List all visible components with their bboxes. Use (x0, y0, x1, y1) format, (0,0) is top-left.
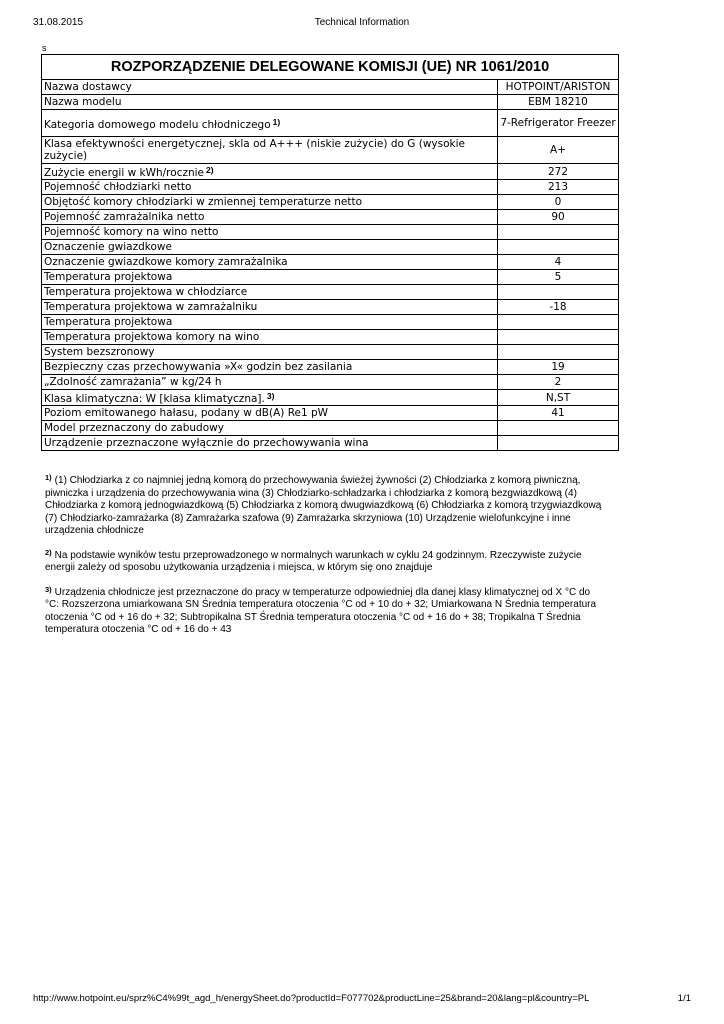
row-label (42, 421, 498, 436)
row-label (42, 180, 498, 195)
row-label-text: Oznaczenie gwiazdkowe komory zamrażalnika (44, 256, 288, 268)
row-label (42, 390, 498, 406)
table-row (42, 360, 619, 375)
row-value: 19 (498, 360, 619, 375)
page-header-title: Technical Information (314, 17, 410, 28)
page-number: 1/1 (677, 993, 691, 1004)
print-date: 31.08.2015 (33, 17, 84, 28)
footnote-mark: 1) (45, 473, 52, 482)
row-label (42, 255, 498, 270)
row-label (42, 270, 498, 285)
row-label-text: Bezpieczny czas przechowywania »X« godzin bez zasilania (44, 361, 353, 373)
row-label-text: Poziom emitowanego hałasu, podany w dB(A) Re1 pW (44, 407, 329, 419)
section-marker: s (42, 43, 47, 53)
footnote (45, 547, 605, 575)
row-value: 0 (498, 195, 619, 210)
footnote-ref: 3) (266, 391, 275, 401)
table-row (42, 195, 619, 210)
footnote (45, 472, 605, 538)
table-row (42, 390, 619, 406)
table-row (42, 80, 619, 95)
row-value: 2 (498, 375, 619, 390)
table-row (42, 406, 619, 421)
table-row (42, 180, 619, 195)
row-label (42, 315, 498, 330)
row-label-text: System bezszronowy (44, 346, 155, 358)
row-label (42, 240, 498, 255)
table-row (42, 300, 619, 315)
row-label-text: Temperatura projektowa (44, 316, 173, 328)
row-value (498, 436, 619, 451)
row-label-text: Oznaczenie gwiazdkowe (44, 241, 172, 253)
row-label (42, 164, 498, 180)
row-label (42, 137, 498, 164)
row-value: 4 (498, 255, 619, 270)
row-value (498, 345, 619, 360)
table-row (42, 240, 619, 255)
table-row (42, 164, 619, 180)
row-value: 90 (498, 210, 619, 225)
row-label-text: Nazwa dostawcy (44, 81, 132, 93)
row-value (498, 240, 619, 255)
table-row (42, 315, 619, 330)
row-label-text: Klasa klimatyczna: W [klasa klimatyczna]. (44, 393, 265, 405)
table-row (42, 210, 619, 225)
footnote-mark: 2) (45, 547, 52, 557)
row-value: 272 (498, 164, 619, 180)
row-label (42, 95, 498, 110)
row-label-text: Temperatura projektowa w zamrażalniku (44, 301, 258, 313)
footnote-text: Na podstawie wyników testu przeprowadzonego w normalnych warunkach w cyklu 24 godzinnym. Rzeczywiste zużycie energii zależy od sposobu użytkowania urządzenia i miejsca, w którym się ono znajduje (45, 549, 582, 573)
row-label (42, 375, 498, 390)
table-body (42, 80, 619, 451)
row-value: 41 (498, 406, 619, 421)
row-label-text: Kategoria domowego modelu chłodniczego (44, 118, 271, 131)
table-row (42, 95, 619, 110)
footnote-mark: 3) (45, 584, 52, 594)
footnote (45, 584, 605, 637)
row-value (498, 225, 619, 240)
footnotes (45, 472, 605, 646)
footnote-ref: 1) (272, 116, 281, 127)
row-value: -18 (498, 300, 619, 315)
row-label (42, 285, 498, 300)
row-value: 7-Refrigerator Freezer (498, 110, 619, 137)
row-label (42, 406, 498, 421)
table-row (42, 255, 619, 270)
row-label (42, 195, 498, 210)
row-label-text: Zużycie energii w kWh/rocznie (44, 167, 205, 179)
table-row (42, 345, 619, 360)
row-label-text: Model przeznaczony do zabudowy (44, 422, 224, 434)
row-label-text: Nazwa modelu (44, 96, 122, 108)
row-label-text: Klasa efektywności energetycznej, skla od A+++ (niskie zużycie) do G (wysokie zużycie) (44, 138, 465, 162)
footnote-text: Urządzenia chłodnicze jest przeznaczone do pracy w temperaturze odpowiedniej dla danej klasy klimatycznej od X °C do °C: Rozszerzona umiarkowana SN Średnia temperatura otoczenia °C od + 10 do + 32; Umiarkowana N Średnia temperatura otoczenia °C od + 16 do + 32; Subtropikalna ST Średnia temperatura otoczenia °C od + 16 do + 38; Tropikalna T Średnia temperatura otoczenia °C od + 16 do + 43 (45, 586, 597, 635)
row-value: A+ (498, 137, 619, 164)
row-label (42, 210, 498, 225)
table-row (42, 436, 619, 451)
row-label (42, 80, 498, 95)
table-row (42, 330, 619, 345)
row-value: HOTPOINT/ARISTON (498, 80, 619, 95)
row-value: EBM 18210 (498, 95, 619, 110)
row-value (498, 421, 619, 436)
row-label-text: Temperatura projektowa w chłodziarce (44, 286, 248, 298)
row-value (498, 315, 619, 330)
energy-spec-table (41, 54, 619, 451)
footnote-text: (1) Chłodziarka z co najmniej jedną komorą do przechowywania świeżej żywności (2) Chłodziarka z komorą piwniczną, piwniczka i urządzenia do przechowywania wina (3) Chłodziarko-schładzarka i chłodziarka z komorą bezgwiazdkową (4) Chłodziarka z komorą jednogwiazdkową (5) Chłodziarka z komorą dwugwiazdkową (6) Chłodziarka z komorą trzygwiazdkową (7) Chłodziarko-zamrażarka (8) Zamrażarka szafowa (9) Zamrażarka skrzyniowa (10) Urządzenie wielofunkcyjne i inne urządzenia chłodnicze (45, 475, 602, 536)
table-row (42, 270, 619, 285)
table-row (42, 285, 619, 300)
row-value: 5 (498, 270, 619, 285)
row-label-text: Temperatura projektowa (44, 271, 173, 283)
row-label-text: Pojemność komory na wino netto (44, 226, 219, 238)
row-label-text: Pojemność zamrażalnika netto (44, 211, 205, 223)
source-url: http://www.hotpoint.eu/sprz%C4%99t_agd_h/energySheet.do?productId=F077702&productLine=25&brand=20&lang=pl&country=PL (33, 993, 590, 1004)
table-row (42, 421, 619, 436)
table-row (42, 110, 619, 137)
row-value: 213 (498, 180, 619, 195)
row-value: N,ST (498, 390, 619, 406)
row-label (42, 436, 498, 451)
row-value (498, 285, 619, 300)
footnote-ref: 2) (206, 165, 214, 175)
row-label-text: „Zdolność zamrażania” w kg/24 h (44, 376, 222, 388)
table-title: ROZPORZĄDZENIE DELEGOWANE KOMISJI (UE) NR 1061/2010 (42, 55, 619, 80)
row-label (42, 345, 498, 360)
row-value (498, 330, 619, 345)
row-label-text: Temperatura projektowa komory na wino (44, 331, 260, 343)
row-label (42, 300, 498, 315)
row-label (42, 225, 498, 240)
table-row (42, 375, 619, 390)
row-label (42, 360, 498, 375)
row-label (42, 110, 498, 137)
row-label-text: Objętość komory chłodziarki w zmiennej temperaturze netto (44, 196, 363, 208)
row-label (42, 330, 498, 345)
table-row (42, 137, 619, 164)
table-row (42, 225, 619, 240)
row-label-text: Urządzenie przeznaczone wyłącznie do przechowywania wina (44, 437, 369, 449)
row-label-text: Pojemność chłodziarki netto (44, 181, 192, 193)
